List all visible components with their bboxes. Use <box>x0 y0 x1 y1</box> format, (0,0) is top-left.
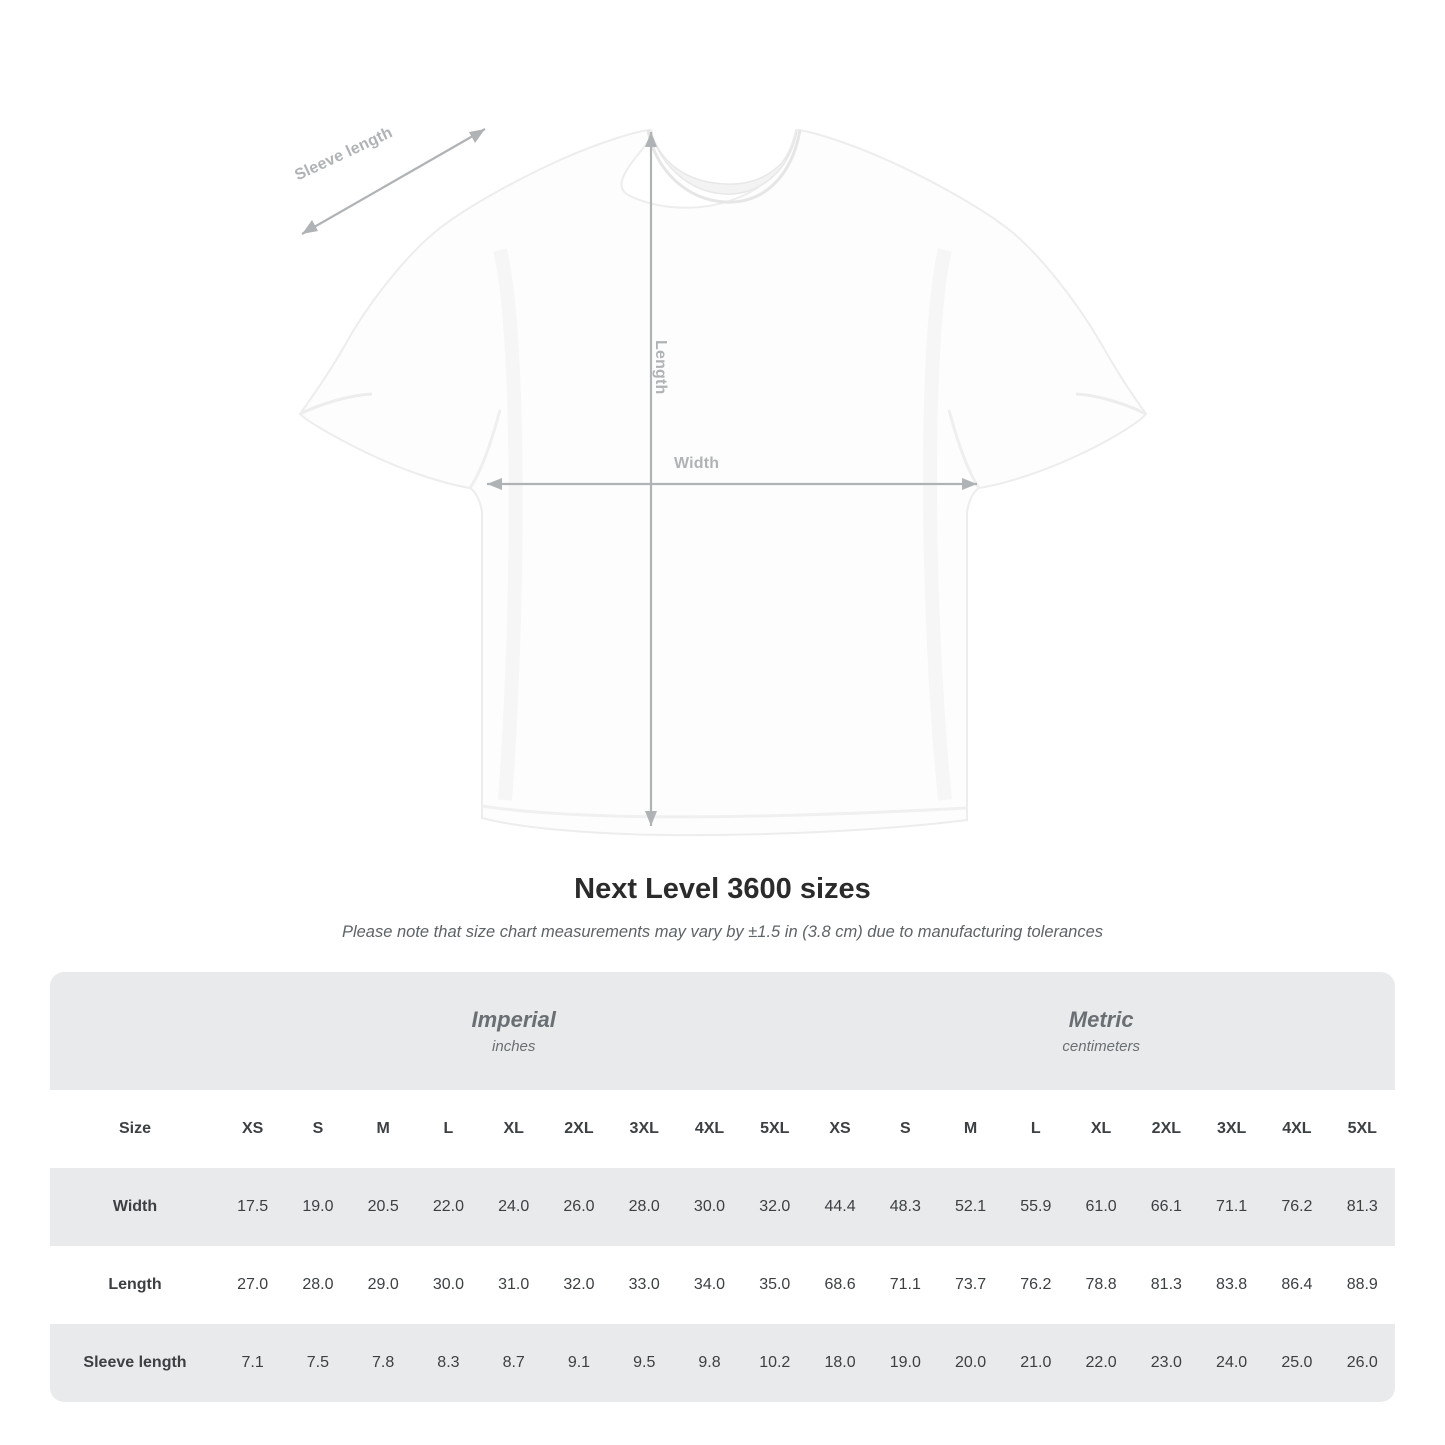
width-metric-5xl: 81.3 <box>1330 1168 1395 1246</box>
width-imperial-4xl: 30.0 <box>677 1168 742 1246</box>
group-title-metric: Metric <box>1068 1006 1134 1032</box>
sleeve-metric-s: 19.0 <box>873 1324 938 1402</box>
width-metric-s: 48.3 <box>873 1168 938 1246</box>
length-metric-m: 73.7 <box>938 1246 1003 1324</box>
row-header-sleeve-length: Sleeve length <box>50 1324 220 1402</box>
sleeve-imperial-xs: 7.1 <box>220 1324 285 1402</box>
size-chart-table-wrapper <box>50 972 1395 1402</box>
length-metric-5xl: 88.9 <box>1330 1246 1395 1324</box>
sleeve-imperial-l: 8.3 <box>416 1324 481 1402</box>
width-metric-m: 52.1 <box>938 1168 1003 1246</box>
size-chart-heading <box>0 873 1445 942</box>
sleeve-imperial-m: 7.8 <box>351 1324 416 1402</box>
group-header-spacer <box>50 972 220 1090</box>
size-metric-xs: XS <box>807 1090 872 1168</box>
width-metric-l: 55.9 <box>1003 1168 1068 1246</box>
length-metric-l: 76.2 <box>1003 1246 1068 1324</box>
size-imperial-2xl: 2XL <box>546 1090 611 1168</box>
size-imperial-3xl: 3XL <box>612 1090 677 1168</box>
width-imperial-m: 20.5 <box>351 1168 416 1246</box>
sleeve-imperial-4xl: 9.8 <box>677 1324 742 1402</box>
table-row-sleeve-length <box>50 1324 1395 1402</box>
size-imperial-s: S <box>285 1090 350 1168</box>
sleeve-metric-xl: 22.0 <box>1068 1324 1133 1402</box>
row-header-length: Length <box>50 1246 220 1324</box>
length-imperial-xs: 27.0 <box>220 1246 285 1324</box>
length-imperial-xl: 31.0 <box>481 1246 546 1324</box>
sleeve-imperial-s: 7.5 <box>285 1324 350 1402</box>
sleeve-metric-m: 20.0 <box>938 1324 1003 1402</box>
width-imperial-2xl: 26.0 <box>546 1168 611 1246</box>
size-metric-5xl: 5XL <box>1330 1090 1395 1168</box>
length-imperial-l: 30.0 <box>416 1246 481 1324</box>
group-title-imperial: Imperial <box>471 1006 556 1032</box>
sleeve-imperial-5xl: 10.2 <box>742 1324 807 1402</box>
row-header-width: Width <box>50 1168 220 1246</box>
size-metric-s: S <box>873 1090 938 1168</box>
table-size-row <box>50 1090 1395 1168</box>
length-imperial-m: 29.0 <box>351 1246 416 1324</box>
length-imperial-s: 28.0 <box>285 1246 350 1324</box>
sleeve-metric-5xl: 26.0 <box>1330 1324 1395 1402</box>
size-metric-l: L <box>1003 1090 1068 1168</box>
size-chart-table <box>50 972 1395 1402</box>
width-imperial-xl: 24.0 <box>481 1168 546 1246</box>
table-row-length <box>50 1246 1395 1324</box>
sleeve-length-dimension-label: Sleeve length <box>292 124 396 185</box>
group-unit-imperial: inches <box>492 1038 536 1056</box>
group-header-metric <box>807 972 1395 1090</box>
length-metric-s: 71.1 <box>873 1246 938 1324</box>
size-metric-m: M <box>938 1090 1003 1168</box>
length-imperial-4xl: 34.0 <box>677 1246 742 1324</box>
size-imperial-m: M <box>351 1090 416 1168</box>
table-group-header-row <box>50 972 1395 1090</box>
width-imperial-3xl: 28.0 <box>612 1168 677 1246</box>
size-imperial-xl: XL <box>481 1090 546 1168</box>
size-metric-2xl: 2XL <box>1134 1090 1199 1168</box>
length-dimension-label: Length <box>652 340 669 395</box>
group-unit-metric: centimeters <box>1062 1038 1140 1056</box>
page-title: Next Level 3600 sizes <box>574 873 871 905</box>
sleeve-metric-4xl: 25.0 <box>1264 1324 1329 1402</box>
length-metric-xl: 78.8 <box>1068 1246 1133 1324</box>
sleeve-metric-3xl: 24.0 <box>1199 1324 1264 1402</box>
width-imperial-l: 22.0 <box>416 1168 481 1246</box>
size-imperial-xs: XS <box>220 1090 285 1168</box>
sleeve-metric-xs: 18.0 <box>807 1324 872 1402</box>
length-metric-3xl: 83.8 <box>1199 1246 1264 1324</box>
tshirt-silhouette <box>300 130 1146 835</box>
length-metric-2xl: 81.3 <box>1134 1246 1199 1324</box>
length-imperial-5xl: 35.0 <box>742 1246 807 1324</box>
width-metric-xs: 44.4 <box>807 1168 872 1246</box>
width-metric-3xl: 71.1 <box>1199 1168 1264 1246</box>
sleeve-imperial-2xl: 9.1 <box>546 1324 611 1402</box>
size-metric-xl: XL <box>1068 1090 1133 1168</box>
sleeve-metric-l: 21.0 <box>1003 1324 1068 1402</box>
group-header-imperial <box>220 972 807 1090</box>
width-imperial-s: 19.0 <box>285 1168 350 1246</box>
width-metric-xl: 61.0 <box>1068 1168 1133 1246</box>
size-metric-4xl: 4XL <box>1264 1090 1329 1168</box>
width-metric-4xl: 76.2 <box>1264 1168 1329 1246</box>
width-dimension-label: Width <box>674 455 720 472</box>
width-metric-2xl: 66.1 <box>1134 1168 1199 1246</box>
tolerance-note: Please note that size chart measurements may vary by ±1.5 in (3.8 cm) due to manufacturing tolerances <box>341 923 1104 941</box>
sleeve-imperial-3xl: 9.5 <box>612 1324 677 1402</box>
sleeve-imperial-xl: 8.7 <box>481 1324 546 1402</box>
size-imperial-4xl: 4XL <box>677 1090 742 1168</box>
size-imperial-l: L <box>416 1090 481 1168</box>
length-metric-4xl: 86.4 <box>1264 1246 1329 1324</box>
width-imperial-5xl: 32.0 <box>742 1168 807 1246</box>
size-metric-3xl: 3XL <box>1199 1090 1264 1168</box>
width-imperial-xs: 17.5 <box>220 1168 285 1246</box>
table-row-width <box>50 1168 1395 1246</box>
length-imperial-3xl: 33.0 <box>612 1246 677 1324</box>
size-imperial-5xl: 5XL <box>742 1090 807 1168</box>
sleeve-metric-2xl: 23.0 <box>1134 1324 1199 1402</box>
row-header-size: Size <box>50 1090 220 1168</box>
length-imperial-2xl: 32.0 <box>546 1246 611 1324</box>
length-metric-xs: 68.6 <box>807 1246 872 1324</box>
